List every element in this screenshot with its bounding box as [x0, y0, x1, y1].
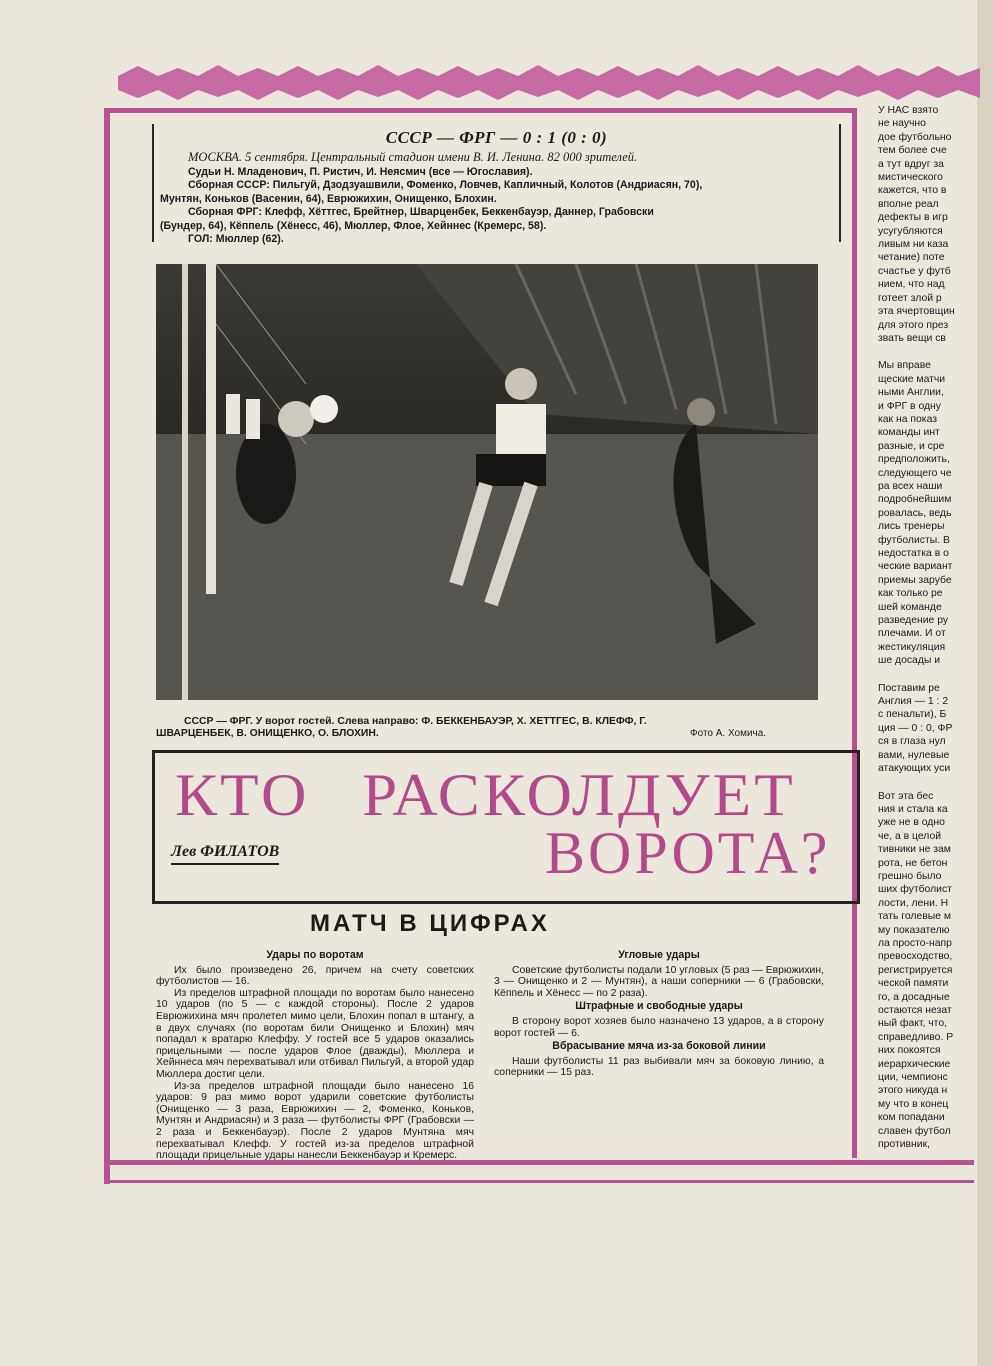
- side-article-line: звать вещи св: [878, 332, 946, 344]
- side-article-line: иерархические: [878, 1058, 951, 1070]
- side-article-line: жестикуляция: [878, 641, 946, 653]
- side-article-line: ция — 0 : 0, ФР: [878, 722, 953, 734]
- side-article-line: них покоятся: [878, 1045, 941, 1057]
- side-article-line: славен футбол: [878, 1125, 951, 1137]
- match-referees: Судьи Н. Младенович, П. Ристич, И. Неясмич (все — Югославия).: [188, 166, 533, 178]
- stats-heading-corners: Угловые удары: [618, 949, 700, 961]
- side-article-line: превосходство,: [878, 951, 953, 963]
- side-article-line: Мы вправе: [878, 360, 931, 372]
- frg-lineup-1: Сборная ФРГ: Клефф, Хёттгес, Брейтнер, Шварценбек, Беккенбауэр, Даннер, Грабовски: [188, 206, 654, 219]
- side-article-line: ше досады и: [878, 655, 941, 667]
- side-article-line: уже не в одно: [878, 817, 945, 829]
- stats-paragraph: Советские футболисты подали 10 угловых (5 раз — Еврюжихин, 3 — Онищенко и 2 — Мунтян), а наши соперники — 6 (Грабовски, Кёппель и Хёнесс — по 2 раза).: [494, 964, 824, 999]
- stats-heading-throw-ins: Вбрасывание мяча из-за боковой линии: [552, 1040, 766, 1053]
- side-article-line: грешно было: [878, 870, 942, 882]
- side-article-line: не научно: [878, 118, 926, 130]
- side-article-line: лись тренеры: [878, 521, 945, 533]
- side-article-line: ся в глаза нул: [878, 736, 946, 748]
- side-article-line: ших футболист: [878, 884, 952, 896]
- side-article-line: четание) поте: [878, 252, 945, 264]
- frg-lineup-2: (Бундер, 64), Кёппель (Хёнесс, 46), Мюллер, Флое, Хейннес (Кремерс, 58).: [160, 219, 547, 232]
- side-article-column: [878, 104, 980, 1151]
- match-photo: [156, 264, 818, 700]
- frame-right: [852, 108, 857, 1158]
- stats-paragraph: В сторону ворот хозяев было назначено 13 ударов, а в сторону ворот гостей — 6.: [494, 1015, 824, 1039]
- side-article-line: щеские матчи: [878, 373, 946, 385]
- side-article-line: вами, нулевые: [878, 749, 950, 761]
- stats-section-title: МАТЧ В ЦИФРАХ: [310, 910, 550, 937]
- photo-caption-line-2: ШВАРЦЕНБЕК, В. ОНИЩЕНКО, О. БЛОХИН.: [156, 728, 379, 739]
- side-article-line: ра всех наши: [878, 480, 943, 492]
- side-article-line: приемы зарубе: [878, 574, 952, 586]
- match-goal: ГОЛ: Мюллер (62).: [188, 233, 284, 246]
- side-article-line: регистрируется: [878, 964, 953, 976]
- paragraph-gap: [878, 668, 980, 682]
- side-article-line: подробнейшим: [878, 494, 952, 506]
- stats-column-right: [494, 948, 824, 1079]
- paragraph-gap: [878, 776, 980, 790]
- side-article-line: мистического: [878, 172, 943, 184]
- side-article-line: футболисты. В: [878, 534, 950, 546]
- side-article-line: а тут вдруг за: [878, 158, 944, 170]
- side-article-line: плечами. И от: [878, 628, 946, 640]
- side-article-line: справедливо. Р: [878, 1031, 954, 1043]
- side-article-line: тивники не зам: [878, 844, 951, 856]
- side-article-line: противник,: [878, 1139, 931, 1151]
- side-article-line: для этого през: [878, 319, 949, 331]
- side-article-line: предположить,: [878, 454, 950, 466]
- side-article-line: разведение ру: [878, 615, 949, 627]
- photo-credit: Фото А. Хомича.: [690, 728, 767, 739]
- side-article-line: с пенальти), Б: [878, 709, 947, 721]
- side-article-line: счастье у футб: [878, 265, 951, 277]
- side-article-line: разные, и сре: [878, 440, 945, 452]
- photo-illustration: [156, 264, 818, 700]
- headline-word-2: РАСКОЛДУЕТ: [362, 762, 796, 828]
- side-article-line: лости, лени. Н: [878, 897, 949, 909]
- side-article-line: команды инт: [878, 427, 940, 439]
- side-article-line: готеет злой р: [878, 292, 942, 304]
- side-article-line: му что в конец: [878, 1098, 949, 1110]
- ussr-lineup-2: Мунтян, Коньков (Васенин, 64), Еврюжихин, Онищенко, Блохин.: [160, 192, 497, 205]
- frame-top: [104, 108, 857, 113]
- stats-paragraph: Из-за пределов штрафной площади было нанесено 16 ударов: 9 раз мимо ворот ударили советские футболисты (Онищенко — 3 раза, Еврюжихин — 2, Фоменко, Коньков, Мунтян и Андриасян) и 3 раза — футболисты ФРГ (Грабовски — 2 раза и Беккенбауэр). После 2 ударов Мунтяна мяч перехватывал Клефф. У гостей из-за пределов штрафной площади прицельные удары нанесли Беккенбауэр и Кремерс.: [156, 1080, 474, 1162]
- frame-left: [104, 108, 110, 1184]
- side-article-line: тем более сче: [878, 145, 947, 157]
- stats-heading-free-kicks: Штрафные и свободные удары: [575, 1000, 743, 1013]
- headline-line-2: ВОРОТА?: [545, 820, 831, 886]
- photo-caption-line-1: СССР — ФРГ. У ворот гостей. Слева направо: Ф. БЕККЕНБАУЭР, Х. ХЕТТГЕС, В. КЛЕФФ, Г.: [184, 716, 647, 727]
- side-article-line: дое футбольно: [878, 131, 952, 143]
- paragraph-gap: [878, 345, 980, 359]
- side-article-line: как на показ: [878, 413, 937, 425]
- author-byline: Лев ФИЛАТОВ: [171, 843, 279, 865]
- headline-box: [152, 750, 860, 904]
- side-article-line: атакующих уси: [878, 763, 951, 775]
- side-article-line: дефекты в игр: [878, 212, 948, 224]
- side-article-line: эта ячертовщин: [878, 306, 955, 318]
- side-article-line: ческие вариант: [878, 561, 953, 573]
- side-article-line: У НАС взято: [878, 105, 939, 116]
- stats-column-left: [156, 948, 474, 1162]
- frame-bottom-rule: [110, 1180, 974, 1183]
- ornamental-border: [118, 62, 980, 102]
- match-venue: МОСКВА. 5 сентября. Центральный стадион имени В. И. Ленина. 82 000 зрителей.: [188, 150, 638, 164]
- side-article-line: этого никуда н: [878, 1085, 948, 1097]
- side-article-line: Вот эта бес: [878, 790, 934, 802]
- stats-paragraph: Их было произведено 26, причем на счету советских футболистов — 16.: [156, 964, 474, 988]
- side-article-line: ческой памяти: [878, 978, 949, 990]
- side-article-line: усугубляются: [878, 225, 943, 237]
- side-article-line: шей команде: [878, 601, 942, 613]
- side-article-line: кажется, что в: [878, 185, 947, 197]
- match-summary-box: [152, 124, 841, 246]
- ussr-lineup-1: Сборная СССР: Пильгуй, Дзодзуашвили, Фоменко, Ловчев, Капличный, Колотов (Андриасян, 70),: [188, 179, 703, 192]
- side-article-line: ровалась, ведь: [878, 507, 952, 519]
- side-article-line: следующего че: [878, 467, 952, 479]
- stats-heading-shots: Удары по воротам: [266, 949, 364, 961]
- side-article-line: го, а досадные: [878, 991, 950, 1003]
- side-article-line: и ФРГ в одну: [878, 400, 941, 412]
- side-article-line: ции, чемпионс: [878, 1072, 948, 1084]
- stats-paragraph: Из пределов штрафной площади по воротам было нанесено 10 ударов (по 5 — с каждой стороны). После 2 ударов Еврюжихина мяч пролетел мимо цели, Блохин попал в штангу, а в двух случаях (по воротам били Онищенко и Блохин) мяч попадал к вратарю Клеффу. У гостей все 5 ударов оказались прицельными — после ударов Флое (дважды), Мюллера и Хейннеса мяч перехватывал или отбивал Пильгуй, а второй удар Мюллера достиг цели.: [156, 987, 474, 1080]
- headline-word-1: КТО: [175, 762, 310, 828]
- side-article-line: остаются незат: [878, 1005, 952, 1016]
- side-article-line: ния и стала ка: [878, 803, 948, 815]
- side-article-line: Англия — 1 : 2: [878, 696, 949, 708]
- side-article-line: рота, не бетон: [878, 857, 948, 869]
- side-article-line: недостатка в о: [878, 548, 949, 559]
- side-article-line: ливым ни каза: [878, 239, 949, 251]
- side-article-line: Поставим ре: [878, 682, 940, 694]
- side-article-line: че, а в целой: [878, 830, 942, 842]
- side-article-line: ный факт, что,: [878, 1018, 947, 1030]
- side-article-line: ными Англии,: [878, 387, 944, 399]
- side-article-line: ком попадани: [878, 1112, 945, 1124]
- side-article-line: ла просто-напр: [878, 937, 952, 949]
- match-score-title: СССР — ФРГ — 0 : 1 (0 : 0): [385, 128, 608, 147]
- side-article-line: нием, что над: [878, 279, 945, 291]
- side-article-line: тать голевые м: [878, 911, 952, 923]
- side-article-line: как только ре: [878, 588, 943, 600]
- side-article-line: му показателю: [878, 924, 950, 936]
- side-article-line: вполне реал: [878, 198, 939, 210]
- stats-paragraph: Наши футболисты 11 раз выбивали мяч за боковую линию, а соперники — 15 раз.: [494, 1055, 824, 1079]
